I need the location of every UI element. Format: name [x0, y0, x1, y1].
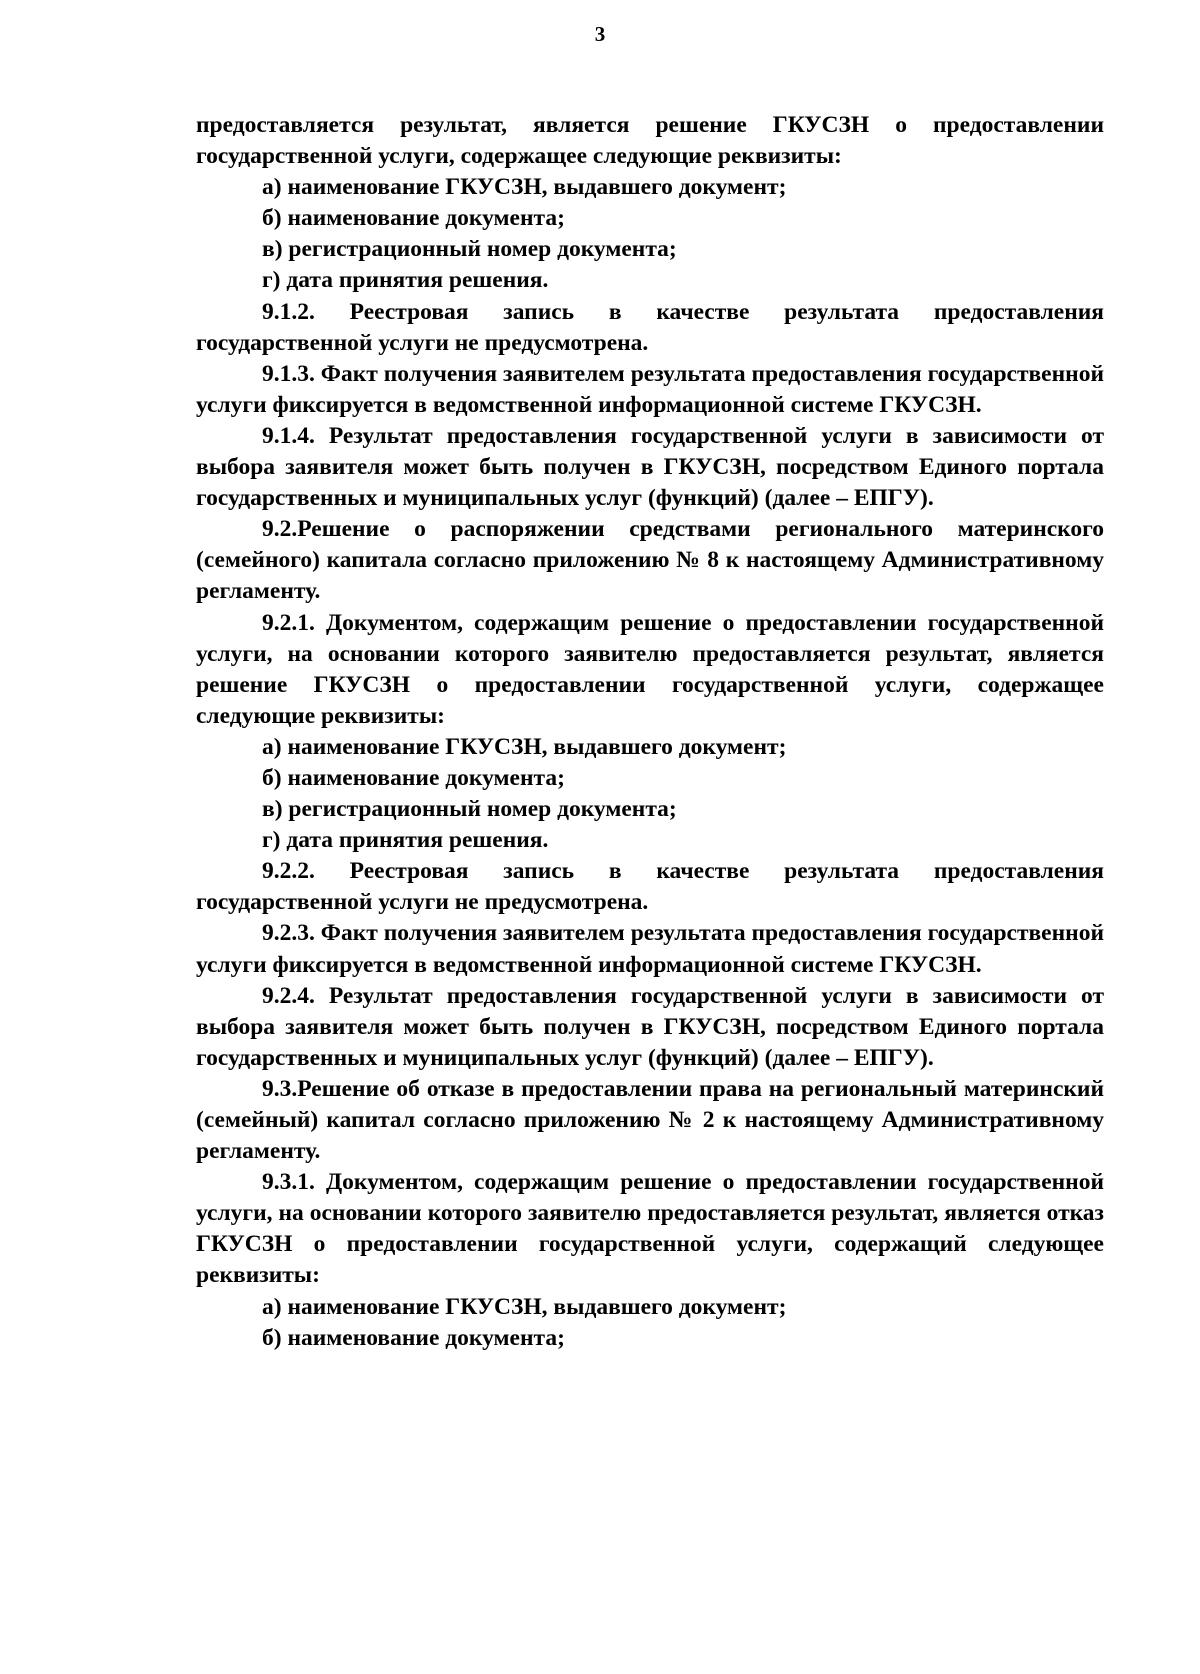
- paragraph: 9.1.3. Факт получения заявителем результата предоставления государственной услуги фиксируется в ведомственной информационной системе ГКУСЗН.: [196, 360, 1104, 418]
- paragraph: предоставляется результат, является решение ГКУСЗН о предоставлении государственной услуги, содержащее следующие реквизиты:: [196, 112, 1104, 170]
- list-item: а) наименование ГКУСЗН, выдавшего документ;: [262, 174, 787, 201]
- list-item: г) дата принятия решения.: [262, 267, 549, 294]
- paragraph: 9.2.2. Реестровая запись в качестве результата предоставления государственной услуги не предусмотрена.: [196, 858, 1104, 916]
- paragraph: 9.3.Решение об отказе в предоставлении права на региональный материнский (семейный) капитал согласно приложению № 2 к настоящему Административному регламенту.: [196, 1075, 1104, 1165]
- list-item: б) наименование документа;: [262, 205, 565, 232]
- paragraph: 9.2.1. Документом, содержащим решение о предоставлении государственной услуги, на основании которого заявителю предоставляется результат, является решение ГКУСЗН о предоставлении государственной услуги, содержащее следующие реквизиты:: [196, 609, 1104, 729]
- page-number: 3: [594, 22, 606, 46]
- paragraph: 9.3.1. Документом, содержащим решение о предоставлении государственной услуги, на основании которого заявителю предоставляется результат, является отказ ГКУСЗН о предоставлении государственной услуги, содержащий следующее реквизиты:: [196, 1169, 1104, 1289]
- paragraph: 9.1.2. Реестровая запись в качестве результата предоставления государственной услуги не предусмотрена.: [196, 298, 1104, 356]
- list-item: г) дата принятия решения.: [262, 827, 549, 854]
- list-item: а) наименование ГКУСЗН, выдавшего документ;: [262, 733, 787, 760]
- paragraph: 9.2.4. Результат предоставления государственной услуги в зависимости от выбора заявителя может быть получен в ГКУСЗН, посредством Единого портала государственных и муниципальных услуг (функций) (далее – ЕПГУ).: [196, 982, 1104, 1071]
- list-item: а) наименование ГКУСЗН, выдавшего документ;: [262, 1293, 787, 1320]
- list-item: в) регистрационный номер документа;: [262, 236, 677, 263]
- paragraph: 9.2.3. Факт получения заявителем результата предоставления государственной услуги фиксируется в ведомственной информационной системе ГКУСЗН.: [196, 920, 1104, 978]
- paragraph: 9.1.4. Результат предоставления государственной услуги в зависимости от выбора заявителя может быть получен в ГКУСЗН, посредством Единого портала государственных и муниципальных услуг (функций) (далее – ЕПГУ).: [196, 422, 1104, 512]
- document-body: [196, 110, 1104, 1354]
- list-item: в) регистрационный номер документа;: [262, 796, 677, 823]
- list-item: б) наименование документа;: [262, 764, 565, 791]
- paragraph: 9.2.Решение о распоряжении средствами регионального материнского (семейного) капитала согласно приложению № 8 к настоящему Административному регламенту.: [196, 516, 1104, 605]
- list-item: б) наименование документа;: [262, 1324, 565, 1351]
